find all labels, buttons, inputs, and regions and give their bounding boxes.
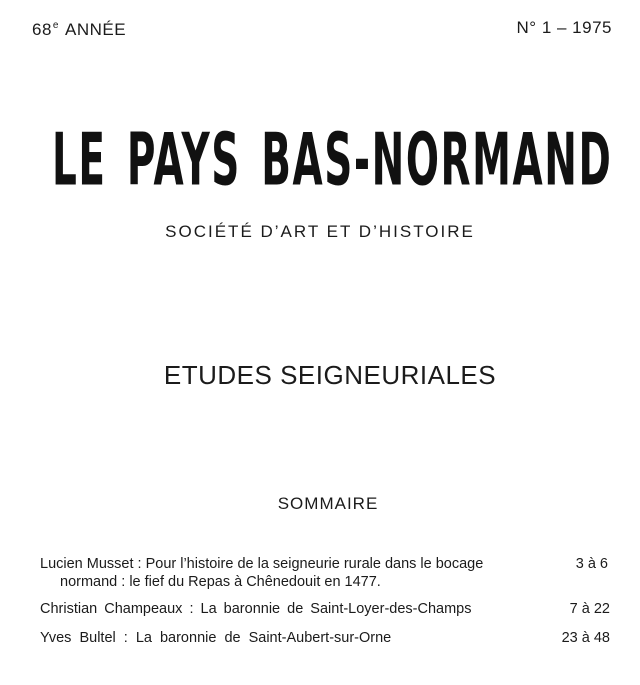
toc-entry-3-pages: 23 à 48 [561, 630, 610, 646]
title-word-3: BAS-NORMAND [261, 118, 613, 203]
toc-entry-2-pages: 7 à 22 [569, 601, 610, 617]
year-label [32, 20, 126, 40]
issue-theme: ETUDES SEIGNEURIALES [163, 360, 497, 390]
society-subtitle: SOCIÉTÉ D’ART ET D’HISTOIRE [165, 222, 475, 241]
toc-entry-1-line-1: Lucien Musset : Pour l’histoire de la seigneurie rurale dans le bocage [40, 556, 484, 572]
journal-title [52, 118, 613, 203]
contents-heading: SOMMAIRE [277, 494, 379, 513]
toc-entry-2-line-1: Christian Champeaux : La baronnie de Saint-Loyer-des-Champs [40, 601, 472, 617]
year-suffix: e [52, 20, 59, 32]
issue-number: N° 1 – 1975 [516, 18, 612, 37]
toc-entry-3-line-1: Yves Bultel : La baronnie de Saint-Aubert-sur-Orne [40, 630, 392, 646]
toc-entry-1-line-2: normand : le fief du Repas à Chênedouit en 1477. [60, 574, 381, 590]
title-word-1: LE [52, 118, 107, 203]
toc-entry-1-pages: 3 à 6 [575, 556, 608, 572]
title-word-2: PAYS [126, 118, 241, 203]
year-word: ANNÉE [64, 20, 127, 39]
year-number: 68 [32, 20, 52, 39]
